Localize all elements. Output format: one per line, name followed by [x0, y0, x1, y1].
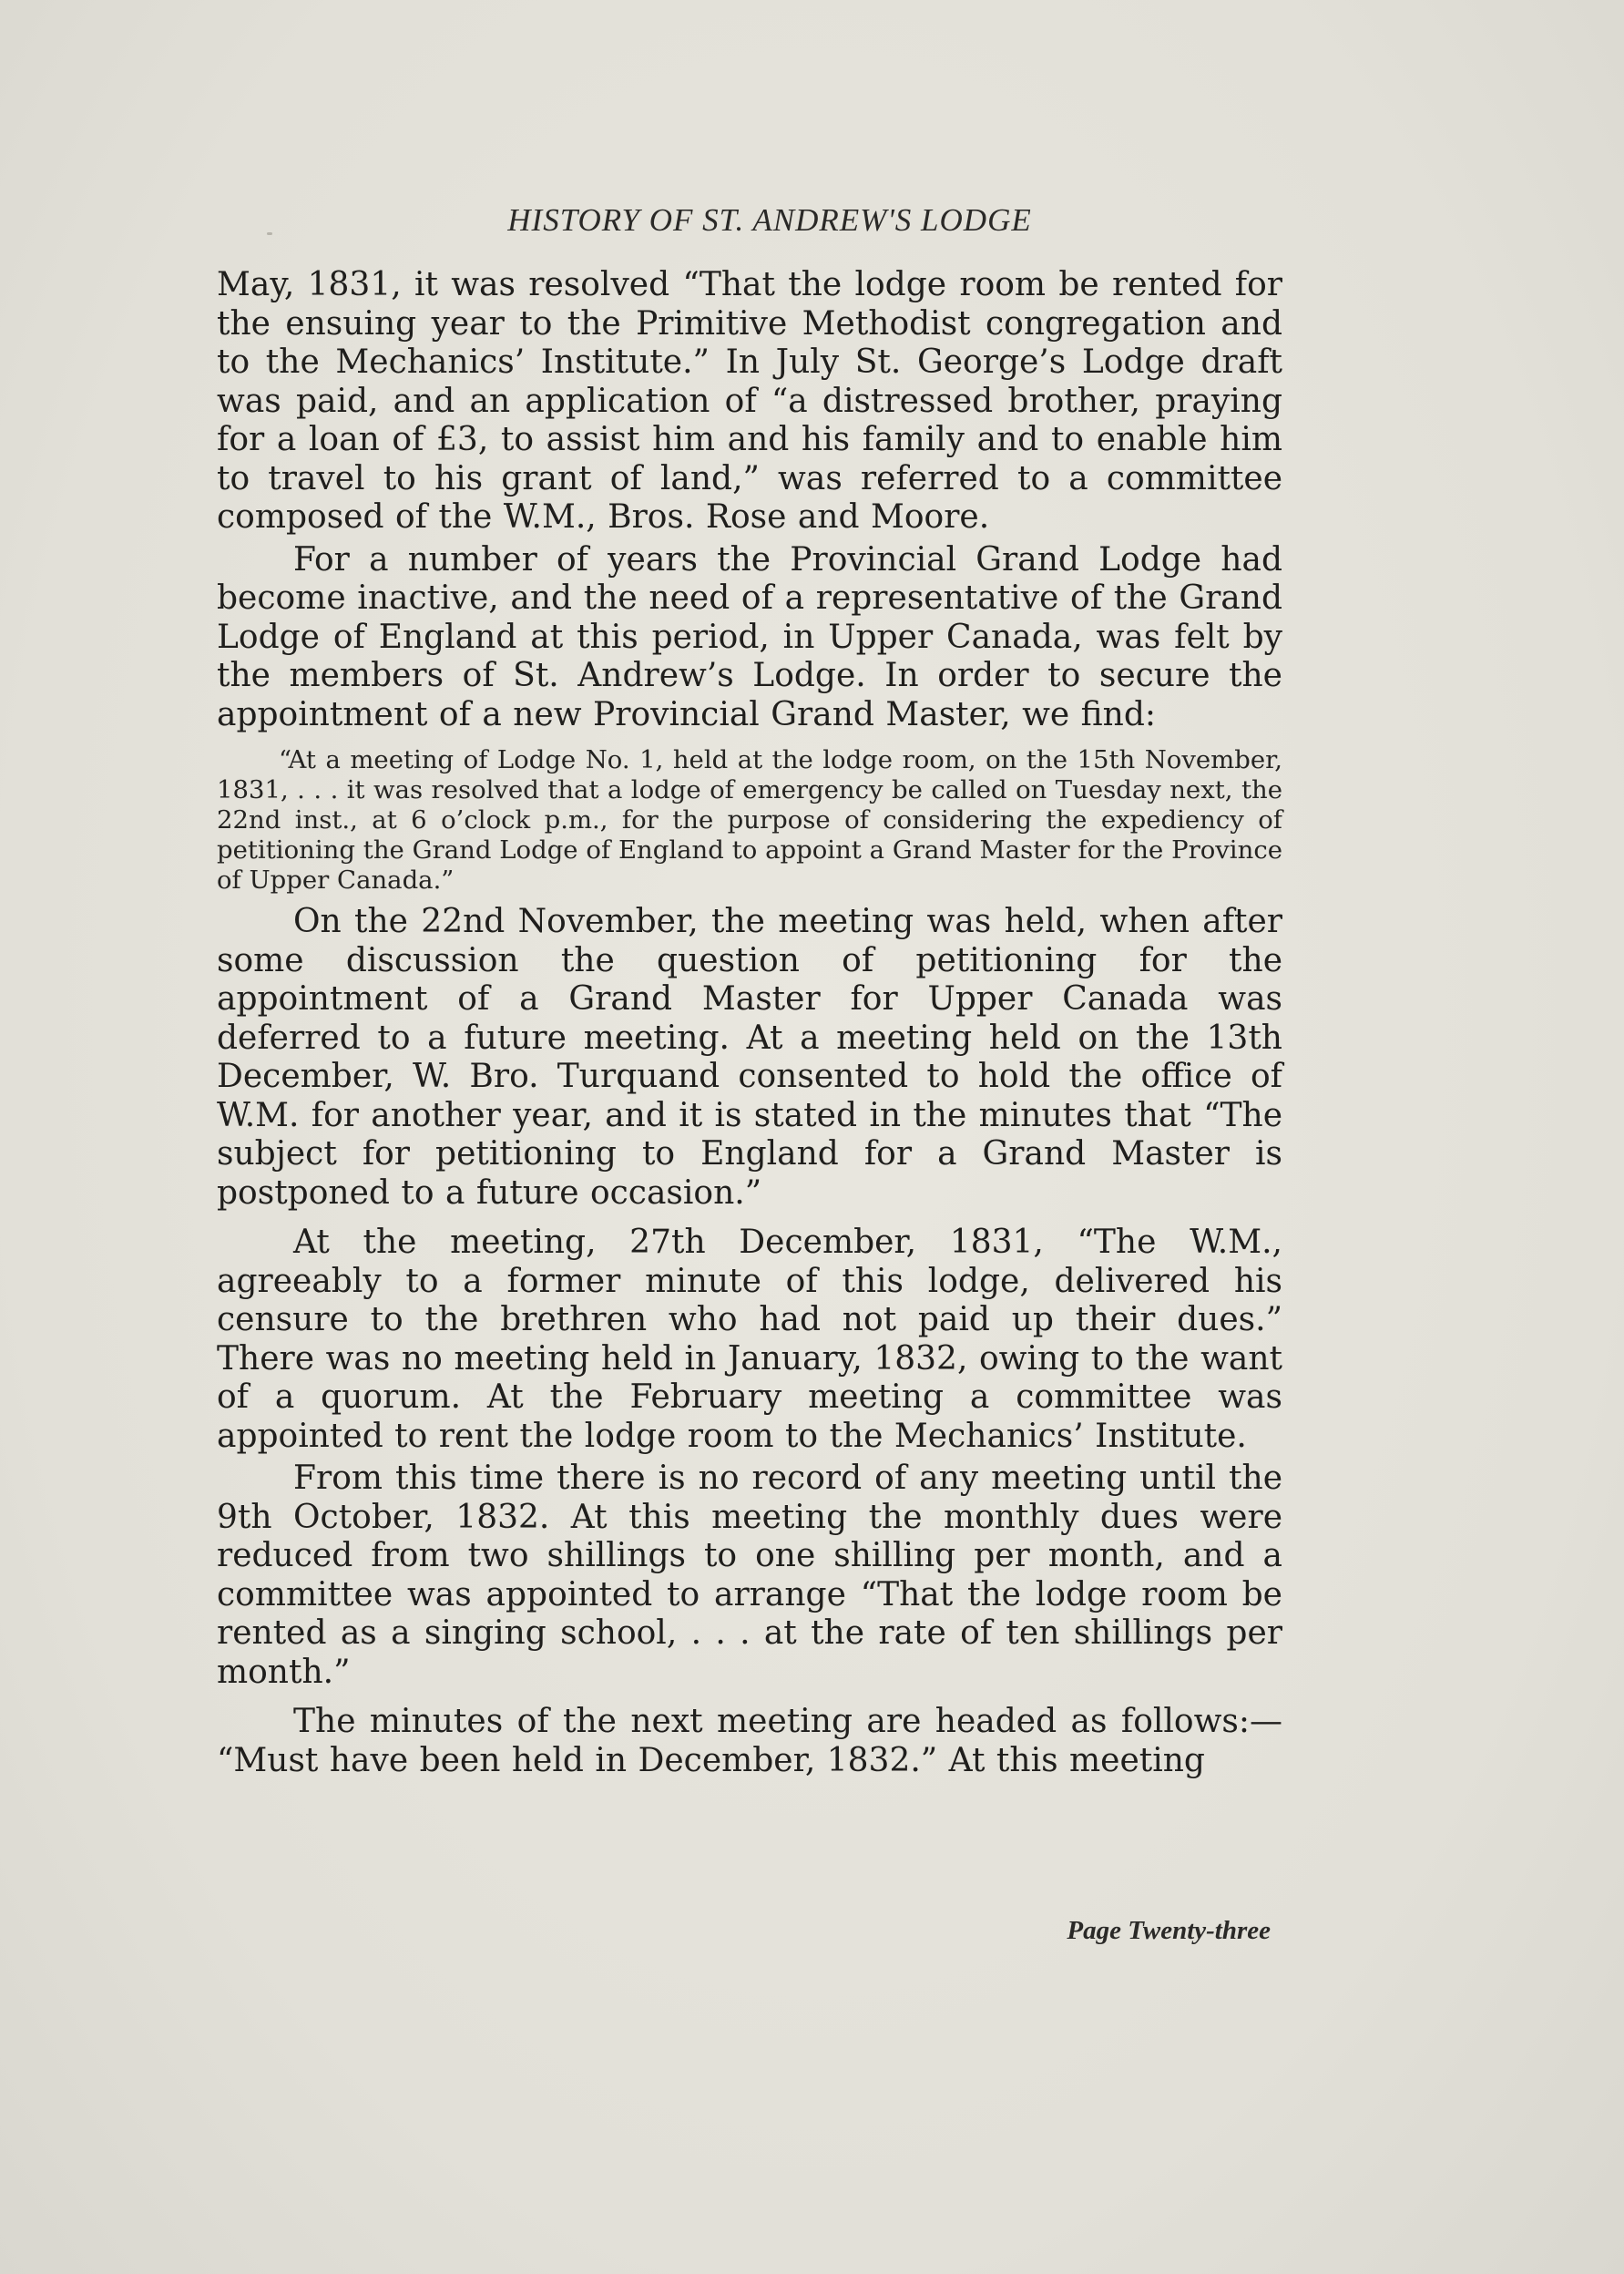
block-quote-lodge-minutes: “At a meeting of Lodge No. 1, held at the lodge room, on the 15th November, 1831, . . . it was resolved that a lodge of emergency be called on Tuesday next, the 22nd inst., at 6 o’clock p.m., for the purpose of considering the expediency of petitioning the Grand Lodge of England to appoint a Grand Master for the Province of Upper Canada.”	[217, 745, 1282, 895]
paragraph-9th-october: From this time there is no record of any meeting until the 9th October, 1832. At this meeting the monthly dues were reduced from two shillings to one shilling per month, and a committee was appointed to arrange “That the lodge room be rented as a singing school, . . . at the rate of ten shillings per month.”	[217, 1460, 1282, 1691]
running-head: HISTORY OF ST. ANDREW'S LODGE	[507, 202, 1032, 238]
paragraph-lodge-room-rental: May, 1831, it was resolved “That the lodge room be rented for the ensuing year to the Primitive Methodist congregation and to the Mechanics’ Institute.” In July St. George’s Lodge draft was paid, and an application of “a distressed brother, praying for a loan of £3, to assist him and his family and to enable him to travel to his grant of land,” was referred to a committee composed of the W.M., Bros. Rose and Moore.	[217, 266, 1282, 536]
body-text	[217, 266, 1282, 1780]
paragraph-22nd-november: On the 22nd November, the meeting was held, when after some discussion the question of petitioning for the appointment of a Grand Master for Upper Canada was deferred to a future meeting. At a meeting held on the 13th December, W. Bro. Turquand consented to hold the office of W.M. for another year, and it is stated in the minutes that “The subject for petitioning to England for a Grand Master is postponed to a future occasion.”	[217, 903, 1282, 1212]
page-number: Page Twenty-three	[1067, 1916, 1271, 1945]
paragraph-27th-december: At the meeting, 27th December, 1831, “The W.M., agreeably to a former minute of this lodge, delivered his censure to the brethren who had not paid up their dues.” There was no meeting held in January, 1832, owing to the want of a quorum. At the February meeting a committee was appointed to rent the lodge room to the Mechanics’ Institute.	[217, 1224, 1282, 1455]
paragraph-provincial-grand-lodge: For a number of years the Provincial Grand Lodge had become inactive, and the need of a representative of the Grand Lodge of England at this period, in Upper Canada, was felt by the members of St. Andrew’s Lodge. In order to secure the appointment of a new Provincial Grand Master, we find:	[217, 540, 1282, 733]
paragraph-next-meeting: The minutes of the next meeting are headed as follows:— “Must have been held in December, 1832.” At this meeting	[217, 1703, 1282, 1779]
